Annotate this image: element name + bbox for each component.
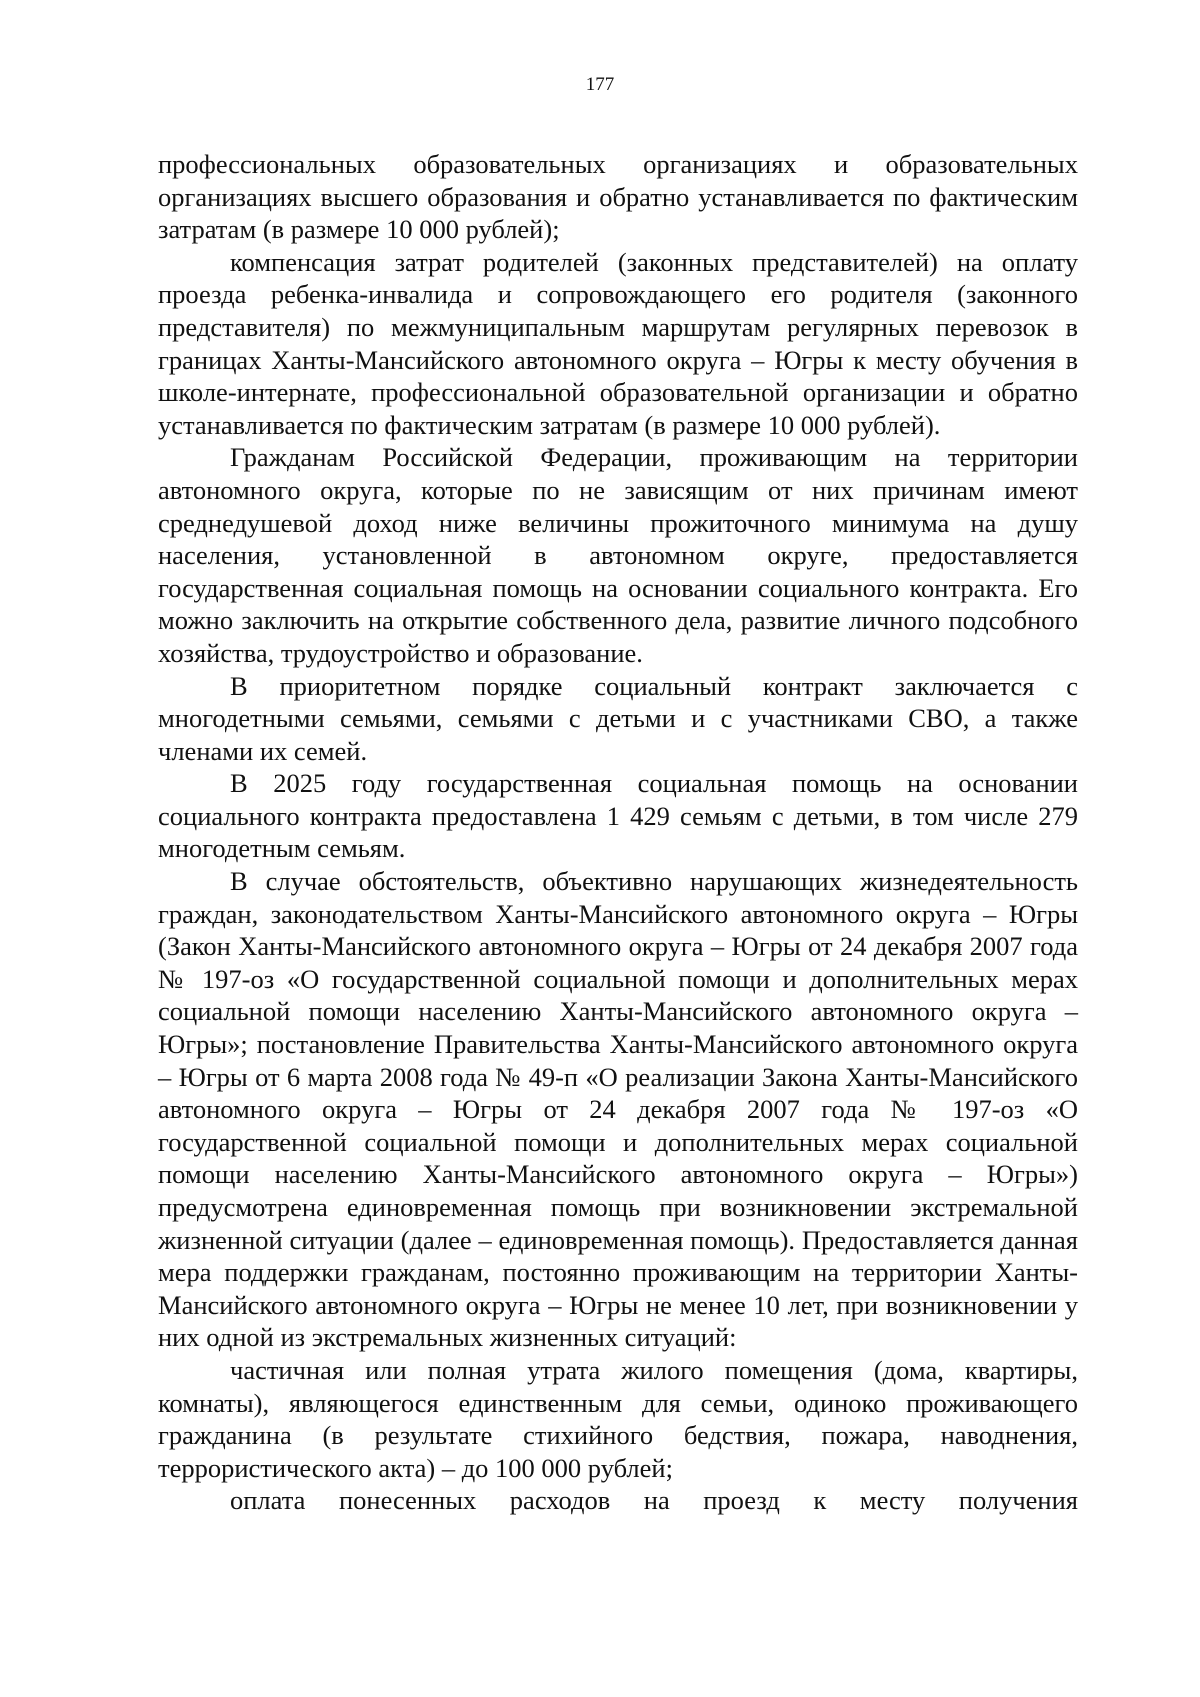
page-number: 177 [585,74,615,95]
paragraph: компенсация затрат родителей (законных представителей) на оплату проезда ребенка-инвалида и сопровождающего его родителя (законного представителя) по межмуниципальным маршрутам регулярных перевозок в границах Ханты-Мансийского автономного округа – Югры к месту обучения в школе-интернате, профессиональной образовательной организации и обратно устанавливается по фактическим затратам (в размере 10 000 рублей). [158,246,1078,440]
document-body [158,148,1078,1517]
paragraph: частичная или полная утрата жилого помещения (дома, квартиры, комнаты), являющегося единственным для семьи, одиноко проживающего гражданина (в результате стихийного бедствия, пожара, наводнения, террористического акта) – до 100 000 рублей; [158,1354,1078,1483]
paragraph: оплата понесенных расходов на проезд к месту получения [230,1485,1078,1516]
paragraph: В 2025 году государственная социальная помощь на основании социального контракта предоставлена 1 429 семьям с детьми, в том числе 279 многодетным семьям. [158,768,1078,864]
paragraph: В случае обстоятельств, объективно нарушающих жизнедеятельность граждан, законодательством Ханты-Мансийского автономного округа – Югры (Закон Ханты-Мансийского автономного округа – Югры от 24 декабря 2007 года № 197-оз «О государственной социальной помощи и дополнительных мерах социальной помощи населению Ханты-Мансийского автономного округа – Югры»; постановление Правительства Ханты-Мансийского автономного округа – Югры от 6 марта 2008 года № 49-п «О реализации Закона Ханты-Мансийского автономного округа – Югры от 24 декабря 2007 года № 197-оз «О государственной социальной помощи и дополнительных мерах социальной помощи населению Ханты-Мансийского автономного округа – Югры») предусмотрена единовременная помощь при возникновении экстремальной жизненной ситуации (далее – единовременная помощь). Предоставляется данная мера поддержки гражданам, постоянно проживающим на территории Ханты-Мансийского автономного округа – Югры не менее 10 лет, при возникновении у них одной из экстремальных жизненных ситуаций: [158,866,1078,1353]
paragraph: Гражданам Российской Федерации, проживающим на территории автономного округа, которые по не зависящим от них причинам имеют среднедушевой доход ниже величины прожиточного минимума на душу населения, установленной в автономном округе, предоставляется государственная социальная помощь на основании социального контракта. Его можно заключить на открытие собственного дела, развитие личного подсобного хозяйства, трудоустройство и образование. [158,442,1078,668]
paragraph: В приоритетном порядке социальный контракт заключается с многодетными семьями, семьями с детьми и с участниками СВО, а также членами их семей. [158,670,1078,766]
paragraph: профессиональных образовательных организациях и образовательных организациях высшего образования и обратно устанавливается по фактическим затратам (в размере 10 000 рублей); [158,149,1078,245]
